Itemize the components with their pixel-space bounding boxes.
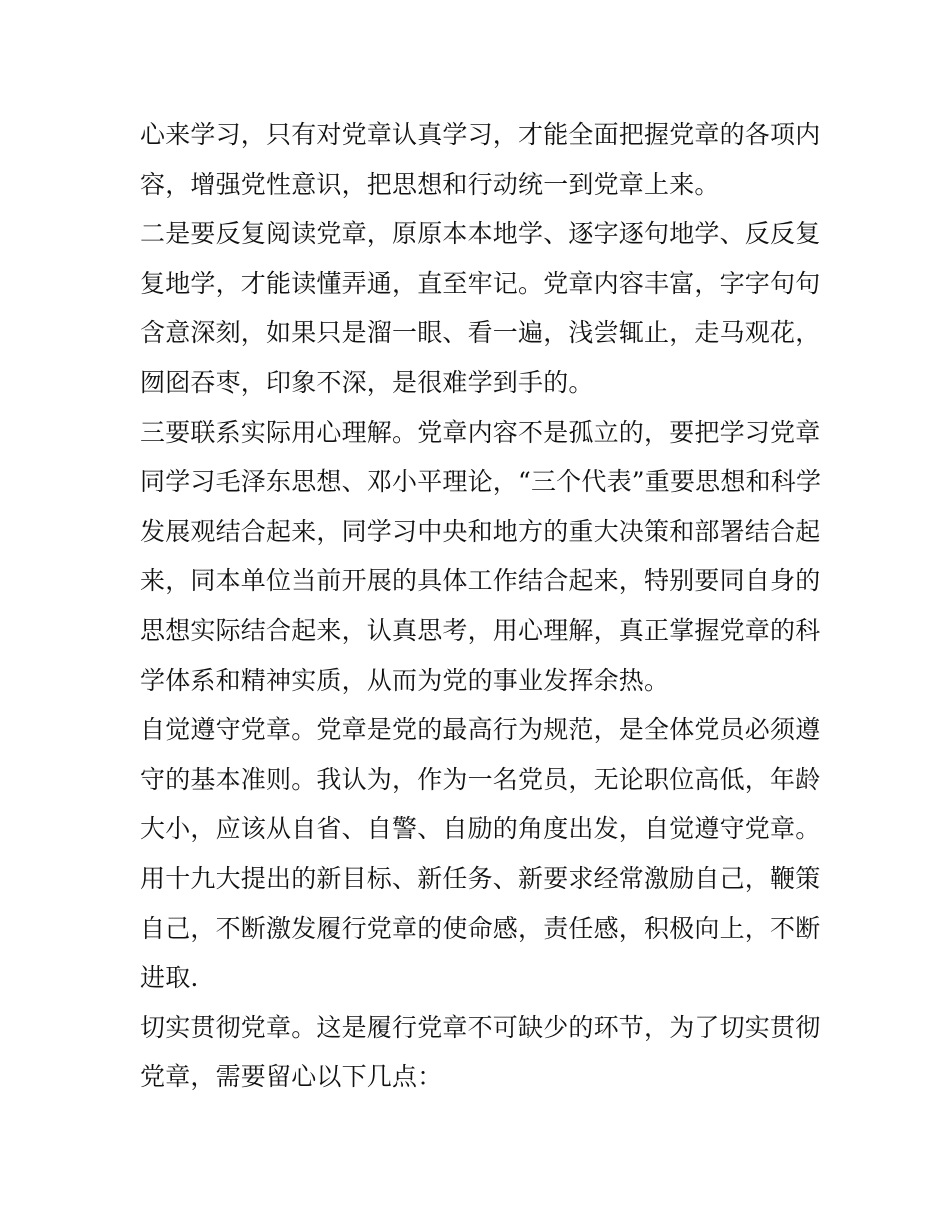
text-line: 容，增强党性意识，把思想和行动统一到党章上来。 (140, 169, 720, 199)
text-line: 自己，不断激发履行党章的使命感，责任感，积极向上，不断 (140, 913, 821, 943)
text-line: 切实贯彻党章。这是履行党章不可缺少的环节，为了切实贯彻 (140, 1012, 821, 1042)
document-body (140, 110, 820, 1102)
text-line: 学体系和精神实质，从而为党的事业发挥余热。 (140, 665, 670, 695)
paragraph-abide-constitution (140, 705, 820, 1003)
text-line: 进取. (140, 963, 199, 993)
paragraph-implement-constitution (140, 1003, 820, 1102)
text-line: 来，同本单位当前开展的具体工作结合起来，特别要同自身的 (140, 566, 821, 596)
text-line: 思想实际结合起来，认真思考，用心理解，真正掌握党章的科 (140, 615, 821, 645)
text-line: 二是要反复阅读党章，原原本本地学、逐字逐句地学、反反复 (140, 219, 821, 249)
text-line: 同学习毛泽东思想、邓小平理论，“三个代表”重要思想和科学 (140, 467, 822, 497)
paragraph-connect-practice (140, 408, 820, 706)
text-line: 复地学，才能读懂弄通，直至牢记。党章内容丰富，字字句句 (140, 268, 821, 298)
text-line: 心来学习，只有对党章认真学习，才能全面把握党章的各项内 (140, 120, 821, 149)
text-line: 三要联系实际用心理解。党章内容不是孤立的，要把学习党章 (140, 417, 821, 447)
text-line: 党章，需要留心以下几点： (140, 1062, 443, 1092)
paragraph-repeated-reading (140, 209, 820, 407)
text-line: 自觉遵守党章。党章是党的最高行为规范，是全体党员必须遵 (140, 715, 821, 745)
text-line: 囫囵吞枣，印象不深，是很难学到手的。 (140, 367, 594, 397)
text-line: 含意深刻，如果只是溜一眼、看一遍，浅尝辄止，走马观花， (140, 318, 821, 348)
text-line: 发展观结合起来，同学习中央和地方的重大决策和部署结合起 (140, 516, 821, 546)
paragraph-study-party-constitution (140, 110, 820, 209)
text-line: 用十九大提出的新目标、新任务、新要求经常激励自己，鞭策 (140, 863, 821, 893)
text-line: 大小，应该从自省、自警、自励的角度出发，自觉遵守党章。 (140, 814, 821, 844)
text-line: 守的基本准则。我认为，作为一名党员，无论职位高低，年龄 (140, 764, 821, 794)
